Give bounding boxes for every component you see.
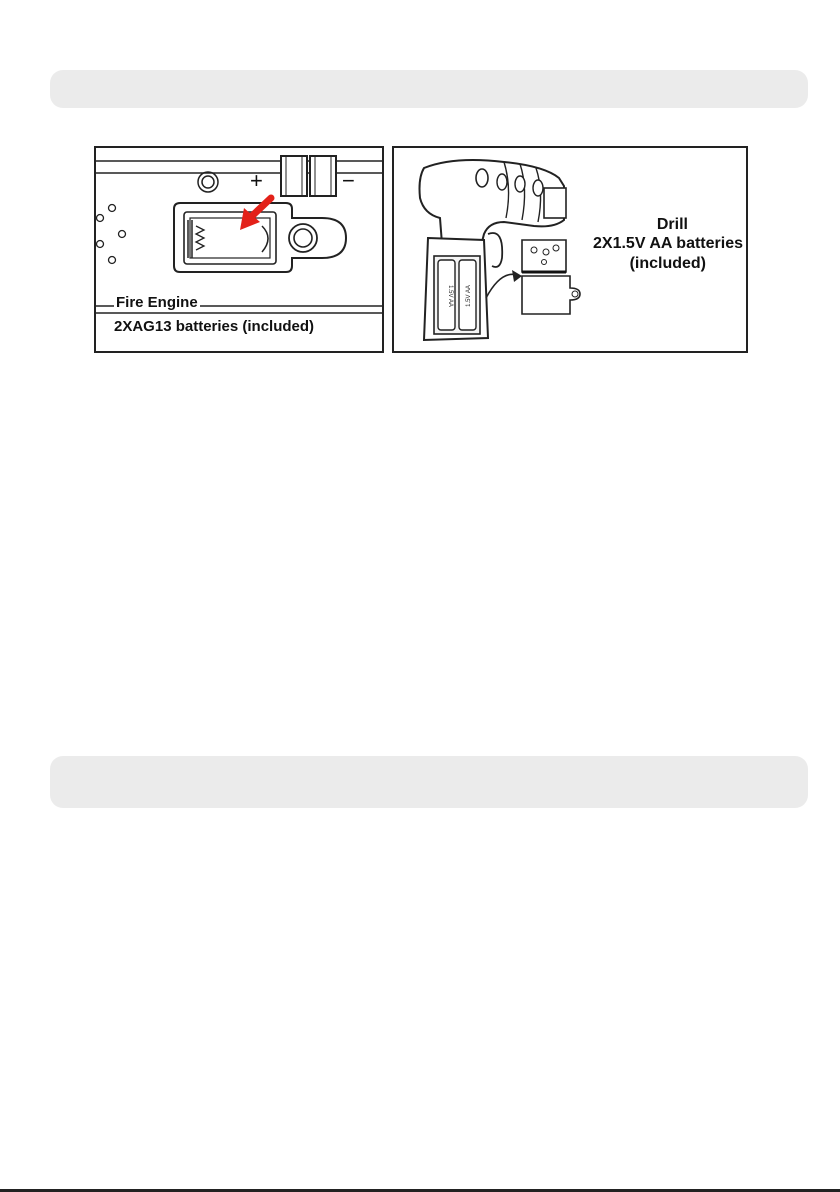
positive-symbol: + [250,168,263,193]
battery-cell-label: 1.5V AA [466,285,472,307]
section-header-bar-bottom [50,756,808,808]
fire-engine-battery-figure [94,146,384,353]
battery-cell-label: 1.5V AA [447,285,453,307]
drill-battery-figure [392,146,748,353]
section-header-bar-top [50,70,808,108]
battery-cover-icon [522,240,566,272]
hole-icon [97,215,104,222]
fire-engine-battery-label: 2XAG13 batteries (included) [114,318,315,335]
drill-label: Drill [656,216,688,233]
negative-symbol: − [342,168,355,193]
drill-included-label: (included) [629,255,706,272]
fire-engine-label: Fire Engine [116,294,198,311]
screw-icon [198,172,218,192]
drill-battery-label: 2X1.5V AA batteries [593,235,743,252]
